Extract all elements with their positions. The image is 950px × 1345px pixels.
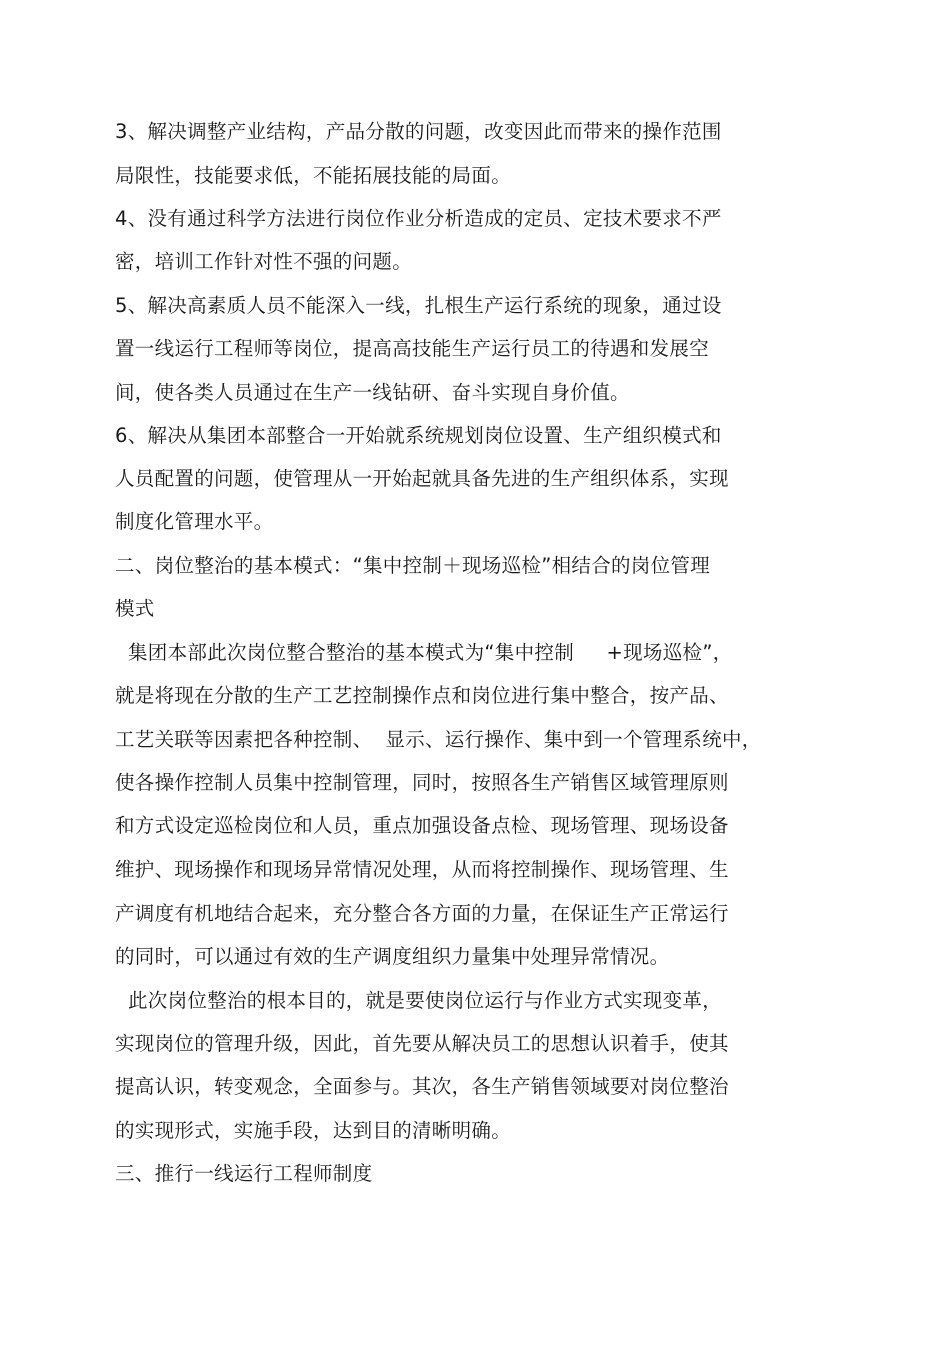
paragraph-line: 制度化管理水平。 <box>115 510 274 533</box>
paragraph-line: 就是将现在分散的生产工艺控制操作点和岗位进行集中整合，按产品、 <box>115 684 729 707</box>
section-heading: 模式 <box>115 597 155 620</box>
paragraph-line: 产调度有机地结合起来，充分整合各方面的力量，在保证生产正常运行 <box>115 902 729 925</box>
paragraph-line: 局限性，技能要求低，不能拓展技能的局面。 <box>115 164 512 187</box>
paragraph-line: 使各操作控制人员集中控制管理，同时，按照各生产销售区域管理原则 <box>115 771 729 794</box>
paragraph-line: 工艺关联等因素把各种控制、 显示、运行操作、集中到一个管理系统中， <box>115 728 762 751</box>
paragraph-line: 4、没有通过科学方法进行岗位作业分析造成的定员、定技术要求不严 <box>115 207 722 230</box>
paragraph-line: 人员配置的问题，使管理从一开始起就具备先进的生产组织体系，实现 <box>115 467 729 490</box>
paragraph-line: 6、解决从集团本部整合一开始就系统规划岗位设置、生产组织模式和 <box>115 424 722 447</box>
paragraph-line: 此次岗位整治的根本目的，就是要使岗位运行与作业方式实现变革， <box>115 989 722 1012</box>
section-heading: 二、岗位整治的基本模式：“集中控制＋现场巡检”相结合的岗位管理 <box>115 554 711 577</box>
paragraph-line: 5、解决高素质人员不能深入一线，扎根生产运行系统的现象，通过设 <box>115 294 722 317</box>
paragraph-line: 的同时，可以通过有效的生产调度组织力量集中处理异常情况。 <box>115 945 670 968</box>
paragraph-line: 的实现形式，实施手段，达到目的清晰明确。 <box>115 1119 512 1142</box>
paragraph-line: 间，使各类人员通过在生产一线钻研、奋斗实现自身价值。 <box>115 381 630 404</box>
paragraph-line: 和方式设定巡检岗位和人员，重点加强设备点检、现场管理、现场设备 <box>115 814 729 837</box>
paragraph-line: 维护、现场操作和现场异常情况处理，从而将控制操作、现场管理、生 <box>115 858 729 881</box>
paragraph-line: 3、解决调整产业结构，产品分散的问题，改变因此而带来的操作范围 <box>115 120 722 143</box>
paragraph-line: 密，培训工作针对性不强的问题。 <box>115 250 413 273</box>
paragraph-line: 置一线运行工程师等岗位，提高高技能生产运行员工的待遇和发展空 <box>115 337 710 360</box>
paragraph-line: 提高认识，转变观念，全面参与。其次，各生产销售领域要对岗位整治 <box>115 1075 729 1098</box>
paragraph-line: 实现岗位的管理升级，因此，首先要从解决员工的思想认识着手，使其 <box>115 1032 729 1055</box>
section-heading: 三、推行一线运行工程师制度 <box>115 1162 373 1185</box>
paragraph-line: 集团本部此次岗位整合整治的基本模式为“集中控制 +现场巡检”， <box>115 641 733 664</box>
